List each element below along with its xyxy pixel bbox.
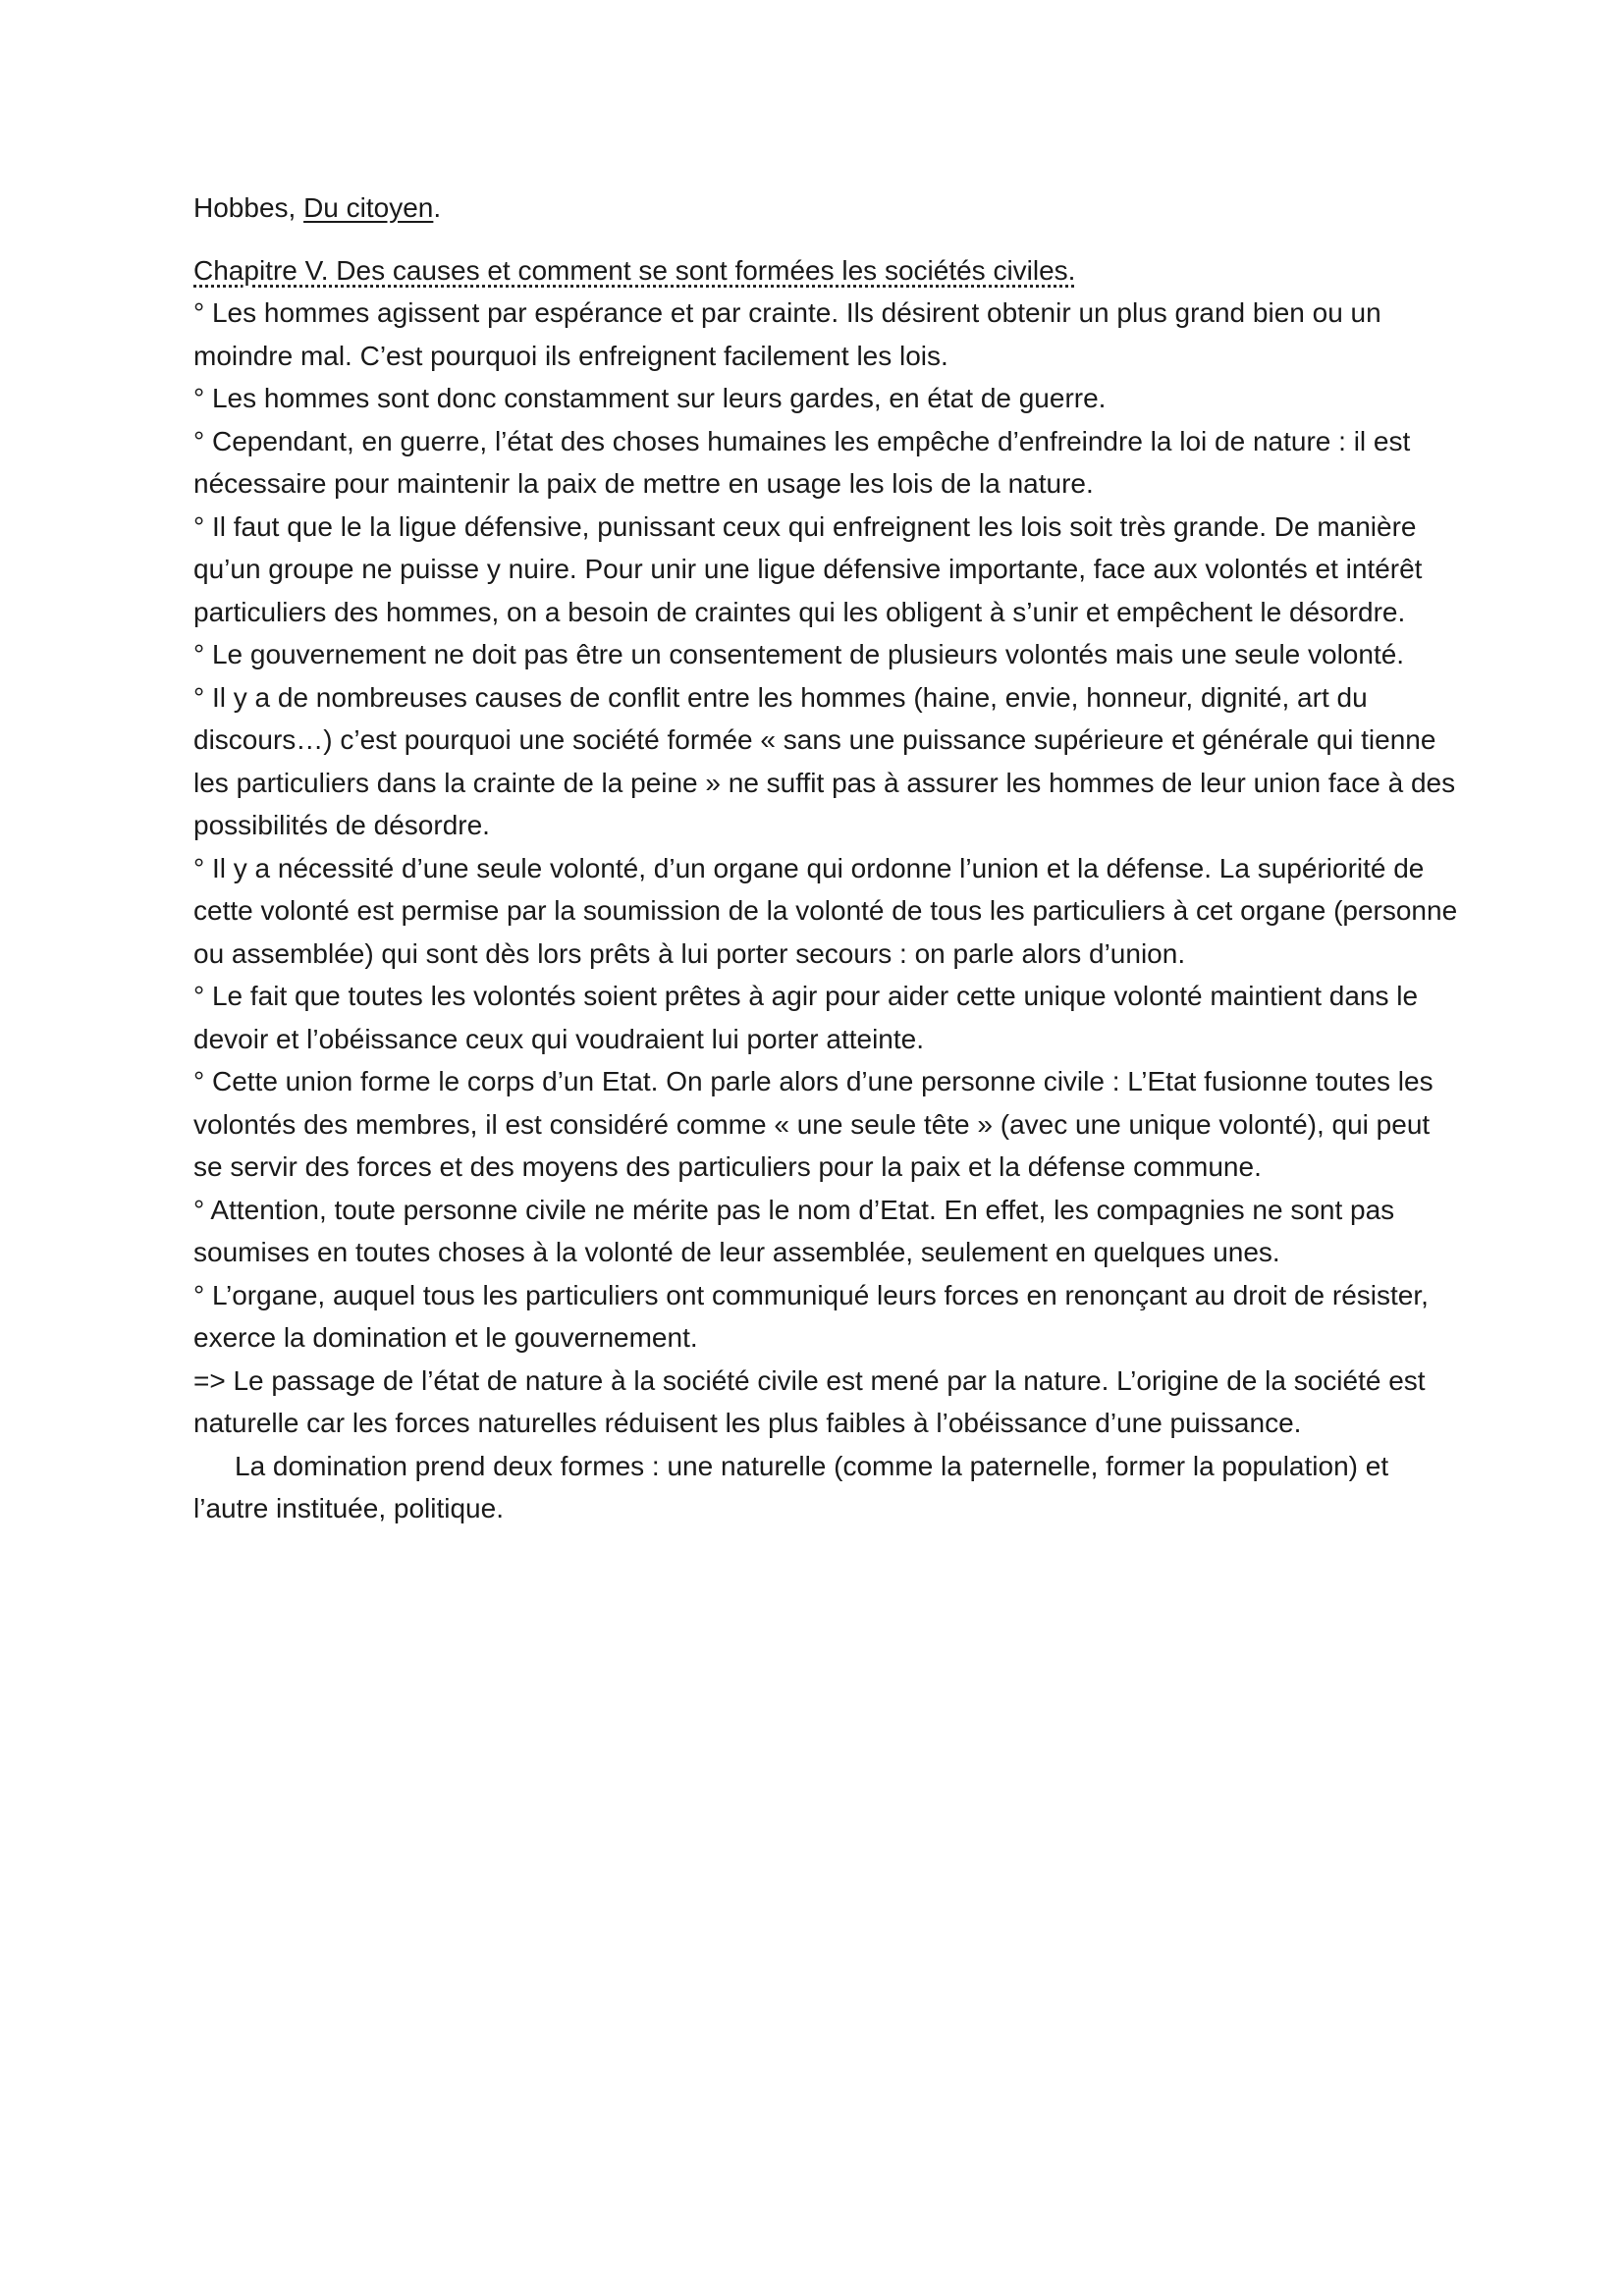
author-name: Hobbes, <box>193 192 304 223</box>
document-header <box>193 187 1460 230</box>
closing-paragraph-text: La domination prend deux formes : une naturelle (comme la paternelle, former la population) et l’autre instituée, politique. <box>193 1450 1389 1523</box>
header-period: . <box>433 192 442 223</box>
conclusion-paragraph: => Le passage de l’état de nature à la société civile est mené par la nature. L’origine de la société est naturelle car les forces naturelles réduisent les plus faibles à l’obéissance d’une puissance. <box>193 1364 1426 1438</box>
work-title: Du citoyen <box>303 192 434 223</box>
paragraph: ° Il faut que le la ligue défensive, punissant ceux qui enfreignent les lois soit très grande. De manière qu’un groupe ne puisse y nuire. Pour unir une ligue défensive importante, face aux volontés et intérêt particuliers des hommes, on a besoin de craintes qui les obligent à s’unir et empêchent le désordre. <box>193 510 1423 627</box>
paragraph: ° Les hommes agissent par espérance et par crainte. Ils désirent obtenir un plus grand bien ou un moindre mal. C’est pourquoi ils enfreignent facilement les lois. <box>193 297 1381 371</box>
document-page <box>193 187 1460 1530</box>
paragraph: ° Il y a de nombreuses causes de conflit entre les hommes (haine, envie, honneur, dignité, art du discours…) c’est pourquoi une société formée « sans une puissance supérieure et générale qui tienne les particuliers dans la crainte de la peine » ne suffit pas à assurer les hommes de leur union face à des possibilités de désordre. <box>193 681 1456 840</box>
paragraph: ° Cette union forme le corps d’un Etat. On parle alors d’une personne civile : L’Etat fusionne toutes les volontés des membres, il est considéré comme « une seule tête » (avec une unique volonté), qui peut se servir des forces et des moyens des particuliers pour la paix et la défense commune. <box>193 1066 1434 1182</box>
paragraph: ° Il y a nécessité d’une seule volonté, d’un organe qui ordonne l’union et la défense. La supériorité de cette volonté est permise par la soumission de la volonté de tous les particuliers à cet organe (personne ou assemblée) qui sont dès lors prêts à lui porter secours : on parle alors d’union. <box>193 852 1458 969</box>
closing-paragraph <box>193 1445 1460 1530</box>
paragraph: ° Les hommes sont donc constamment sur leurs gardes, en état de guerre. <box>193 383 1107 413</box>
chapter-title: Chapitre V. Des causes et comment se sont formées les sociétés civiles. <box>193 254 1076 286</box>
paragraph: ° Le fait que toutes les volontés soient prêtes à agir pour aider cette unique volonté maintient dans le devoir et l’obéissance ceux qui voudraient lui porter atteinte. <box>193 981 1419 1054</box>
paragraph: ° Le gouvernement ne doit pas être un consentement de plusieurs volontés mais une seule volonté. <box>193 639 1405 669</box>
paragraph: ° Cependant, en guerre, l’état des choses humaines les empêche d’enfreindre la loi de nature : il est nécessaire pour maintenir la paix de mettre en usage les lois de la nature. <box>193 425 1411 499</box>
paragraph: ° Attention, toute personne civile ne mérite pas le nom d’Etat. En effet, les compagnies ne sont pas soumises en toutes choses à la volonté de leur assemblée, seulement en quelques unes. <box>193 1194 1395 1267</box>
paragraph: ° L’organe, auquel tous les particuliers ont communiqué leurs forces en renonçant au droit de résister, exerce la domination et le gouvernement. <box>193 1279 1429 1353</box>
